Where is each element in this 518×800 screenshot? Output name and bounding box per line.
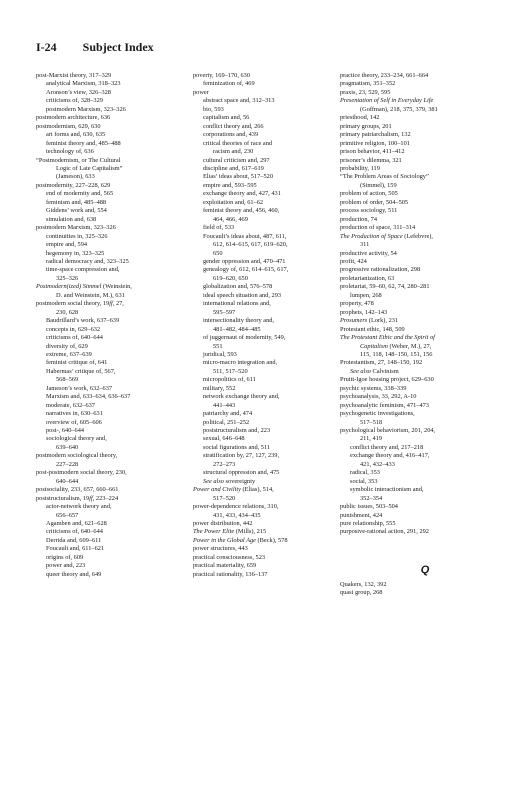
index-entry: 517–518 [360, 418, 383, 426]
index-entry: 517–520 [213, 494, 236, 502]
index-entry: post-Marxist theory, 317–329 [36, 72, 112, 79]
index-entry: origins of, 609 [46, 553, 84, 561]
index-entry: See also Calvinism [350, 367, 399, 375]
index-entry: extreme, 637–639 [46, 350, 92, 358]
index-entry: 612, 614–615, 617, 619–620, [213, 241, 288, 249]
index-entry: practical materiality, 659 [193, 562, 257, 570]
index-entry: 511, 517–520 [213, 367, 248, 375]
index-entry: actor-network theory and, [46, 503, 112, 511]
index-entry: lumpen, 268 [350, 291, 382, 299]
index-entry: primary groups, 201 [340, 122, 392, 130]
index-entry: productive activity, 54 [340, 249, 397, 257]
index-entry: concepts in, 629–632 [46, 325, 101, 333]
index-entry: power-dependence relations, 310, [193, 503, 279, 511]
index-entry: prison behavior, 411–412 [340, 148, 405, 156]
index-entry: priesthood, 142 [340, 114, 380, 122]
section-letter-q: Q [420, 563, 430, 576]
index-entry: The Production of Space (Lefebvre), [340, 232, 433, 240]
index-entry: exploitation and, 61–62 [203, 198, 264, 206]
index-entry: 551 [213, 342, 223, 350]
index-entry: progressive rationalization, 298 [340, 266, 421, 274]
index-entry: network exchange theory and, [203, 393, 280, 401]
index-entry: poststructuralism and, 223 [203, 427, 271, 435]
index-entry: feminist theory and, 456, 460, [203, 207, 280, 215]
index-entry: production of space, 311–314 [340, 224, 416, 232]
index-entry: military, 552 [203, 384, 236, 392]
index-entry: public issues, 503–504 [340, 503, 398, 511]
index-entry: ideal speech situation and, 293 [203, 291, 282, 299]
index-entry: criticisms of, 640–644 [46, 334, 103, 342]
index-entry: technology of, 636 [46, 148, 94, 156]
index-entry: stratification by, 27, 127, 239, [203, 452, 280, 460]
index-entry: punishment, 424 [340, 511, 383, 519]
index-entry: critical theories of race and [203, 139, 273, 147]
index-entry: Presentation of Self in Everyday Life [340, 97, 434, 105]
index-entry: gender oppression and, 470–471 [203, 257, 286, 265]
index-entry: post-postmodern social theory, 230, [36, 469, 127, 477]
index-entry: production, 74 [340, 215, 378, 223]
page-header [36, 40, 154, 56]
index-entry: discipline and, 617–619 [203, 164, 264, 172]
index-entry: exchange theory and, 416–417, [350, 452, 430, 460]
index-entry: postmodern Marxism, 323–326 [46, 105, 126, 113]
index-entry: 441–443 [213, 401, 236, 409]
index-entry: radical, 353 [350, 469, 380, 477]
index-entry: psychoanalytic feminism, 471–473 [340, 401, 429, 409]
index-entry: postmodern sociological theory, [36, 452, 118, 460]
index-entry: problem of action, 505 [340, 190, 398, 198]
index-entry: Capitalism (Weber, M.), 27, [360, 342, 432, 350]
index-entry: international relations and, [203, 300, 271, 308]
index-entry: postmodern architecture, 636 [36, 114, 111, 122]
index-entry: practice theory, 233–234, 661–664 [340, 72, 429, 79]
index-entry: power structures, 443 [193, 545, 248, 553]
index-entry: intersectionality theory and, [203, 317, 274, 325]
index-entry: power distribution, 442 [193, 520, 253, 528]
index-entry: Logic of Late Capitalism” [56, 164, 123, 172]
index-entry: conflict theory and, 217–218 [350, 443, 424, 451]
index-entry: Protestant ethic, 148, 509 [340, 325, 405, 333]
index-entry: art forms and, 630, 635 [46, 131, 106, 139]
index-entry: micro-macro integration and, [203, 359, 278, 367]
index-entry: Postmodern(ized) Simmel (Weinstein, [36, 283, 132, 291]
index-entry: poststructuralism, 19ff, 223–224 [36, 494, 119, 502]
index-entry: Baudrillard’s work, 637–639 [46, 317, 120, 325]
index-entry: 640–644 [56, 477, 79, 485]
index-entry: hegemony in, 323–325 [46, 249, 105, 257]
index-entry: quasi group, 268 [340, 589, 383, 597]
page-number: I-24 [36, 40, 57, 54]
index-entry: 595–597 [213, 308, 236, 316]
index-entry: profit, 424 [340, 257, 367, 265]
index-entry: social figurations and, 511 [203, 443, 271, 451]
index-entry: abstract space and, 312–313 [203, 97, 275, 105]
index-entry: 464, 466, 469 [213, 215, 248, 223]
index-entry: end of modernity and, 565 [46, 190, 114, 198]
index-entry: Foucault’s ideas about, 487, 611, [203, 232, 287, 240]
index-entry: Giddens’ work and, 554 [46, 207, 107, 215]
index-entry: 227–228 [56, 460, 79, 468]
index-entry: continuities in, 325–326 [46, 232, 108, 240]
index-entry: The Power Elite (Mills), 215 [193, 528, 267, 536]
index-entry: globalization and, 576–578 [203, 283, 273, 291]
index-entry: Jameson’s work, 632–637 [46, 384, 113, 392]
index-entry: criticisms of, 328–329 [46, 97, 103, 105]
index-entry: of juggernaut of modernity, 549, [203, 334, 286, 342]
index-entry: 650 [213, 249, 223, 257]
index-entry: See also sovereignty [203, 477, 256, 485]
index-entry: Habermas’ critique of, 567, [46, 367, 116, 375]
index-entry: social, 353 [350, 477, 378, 485]
index-entry: 656–657 [56, 511, 79, 519]
index-entry: prophets, 142–143 [340, 308, 388, 316]
index-entry: 272–273 [213, 460, 236, 468]
index-entry: (Goffman), 218, 375, 379, 381 [360, 105, 438, 113]
index-entry: postmodern social theory, 19ff, 27, [36, 300, 124, 308]
index-entry: Protestantism, 27, 148–150, 192 [340, 359, 423, 367]
index-entry: 211, 419 [360, 435, 382, 443]
index-entry: exchange theory and, 427, 431 [203, 190, 281, 198]
index-entry: power [193, 88, 209, 96]
index-entry: Quakers, 132, 392 [340, 580, 387, 588]
index-entry: praxis, 23, 529, 595 [340, 88, 391, 96]
index-entry: 568–569 [56, 376, 79, 384]
index-entry: radical democracy and, 323–325 [46, 257, 129, 265]
index-entry: process sociology, 511 [340, 207, 398, 215]
index-entry: simulation and, 638 [46, 215, 97, 223]
index-entry: moderate, 632–637 [46, 401, 95, 409]
index-entry: Derrida and, 609–611 [46, 536, 102, 544]
index-entry: 230, 628 [56, 308, 79, 316]
index-entry: psychic systems, 338–339 [340, 384, 407, 392]
index-entry: 311 [360, 241, 370, 249]
index-entry: field of, 533 [203, 224, 235, 232]
index-entry: cultural criticism and, 297 [203, 156, 270, 164]
index-entry: Power in the Global Age (Beck), 578 [193, 536, 288, 544]
index-entry: post-, 640–644 [46, 427, 85, 435]
index-entry: practical consciousness, 523 [193, 553, 266, 561]
page-title: Subject Index [82, 40, 154, 54]
index-entry: 115, 118, 148–150, 151, 156 [360, 350, 433, 358]
index-entry: corporations and, 439 [203, 131, 259, 139]
index-entry: power and, 223 [46, 562, 86, 570]
index-column-3 [340, 72, 490, 598]
index-entry: feminist theory and, 485–488 [46, 139, 121, 147]
index-entry: “Postmodernism, or The Cultural [36, 156, 121, 164]
index-entry: primary patriarchalism, 132 [340, 131, 411, 139]
index-entry: sociological theory and, [46, 435, 107, 443]
index-entry: poverty, 169–170, 630 [193, 72, 251, 79]
index-entry: practical rationality, 136–137 [193, 570, 268, 578]
index-entry: postsociality, 233, 657, 660–661 [36, 486, 119, 494]
index-entry: overview of, 605–606 [46, 418, 102, 426]
index-entry: empire and, 593–595 [203, 181, 257, 189]
index-entry: problem of order, 504–505 [340, 198, 409, 206]
index-entry: sexual, 646–648 [203, 435, 245, 443]
index-entry: psychological behaviorism, 201, 204, [340, 427, 436, 435]
index-entry: postmodern Marxism, 323–326 [36, 224, 116, 232]
index-entry: purposive-rational action, 291, 292 [340, 528, 429, 536]
index-entry: micropolitics of, 611 [203, 376, 256, 384]
index-entry: proletarianization, 63 [340, 274, 395, 282]
index-entry: probability, 119 [340, 164, 380, 172]
index-entry: The Protestant Ethic and the Spirit of [340, 334, 435, 342]
index-entry: property, 478 [340, 300, 374, 308]
index-entry: time-space compression and, [46, 266, 120, 274]
index-entry: diversity of, 629 [46, 342, 88, 350]
index-entry: empire and, 594 [46, 241, 88, 249]
index-entry: “The Problem Areas of Sociology” [340, 173, 429, 181]
index-entry: (Simmel), 159 [360, 181, 397, 189]
index-entry: Marxism and, 633–634, 636–637 [46, 393, 131, 401]
index-entry: 619–620, 650 [213, 274, 248, 282]
index-entry: Pruitt-Igoe housing project, 629–630 [340, 376, 434, 384]
index-entry: genealogy of, 612, 614–615, 617, [203, 266, 289, 274]
index-entry: feminism and, 485–488 [46, 198, 107, 206]
section-gap [340, 537, 490, 563]
index-entry: Prosumers (Lork), 231 [340, 317, 399, 325]
index-entry: feminist critique of, 641 [46, 359, 108, 367]
index-entry: Aronson’s view, 326–328 [46, 88, 111, 96]
index-entry: primitive religion, 100–101 [340, 139, 410, 147]
index-entry: Elias’ ideas about, 517–520 [203, 173, 274, 181]
index-entry: 639–640 [56, 443, 79, 451]
index-entry: Foucault and, 611–621 [46, 545, 105, 553]
index-entry: 352–354 [360, 494, 383, 502]
index-entry: pragmatism, 351–352 [340, 80, 396, 88]
index-entry: conflict theory and, 266 [203, 122, 264, 130]
index-entry: Power and Civility (Elias), 514, [193, 486, 274, 494]
index-entry: bio, 593 [203, 105, 224, 113]
index-entry: symbolic interactionism and, [350, 486, 424, 494]
index-entry: feminization of, 469 [203, 80, 255, 88]
index-entry: 421, 432–433 [360, 460, 395, 468]
index-entry: D. and Weinstein, M.), 631 [56, 291, 125, 299]
index-entry: 431, 433, 434–435 [213, 511, 261, 519]
index-entry: Agamben and, 621–628 [46, 520, 107, 528]
index-column-1 [36, 72, 186, 579]
index-entry: psychoanalysis, 33, 292, A-10 [340, 393, 417, 401]
index-entry: proletariat, 59–60, 62, 74, 280–281 [340, 283, 430, 291]
index-entry: prisoner’s dilemma, 321 [340, 156, 402, 164]
index-entry: capitalism and, 56 [203, 114, 250, 122]
index-entry: pure relationship, 555 [340, 520, 396, 528]
index-column-2 [193, 72, 343, 579]
index-entry: analytical Marxism, 318–323 [46, 80, 121, 88]
index-entry: narratives in, 630–631 [46, 410, 103, 418]
index-entry: queer theory and, 649 [46, 570, 102, 578]
index-entry: psychogenetic investigations, [340, 410, 415, 418]
index-entry: political, 251–252 [203, 418, 250, 426]
index-entry: (Jameson), 633 [56, 173, 95, 181]
index-entry: 325–326 [56, 274, 79, 282]
index-entry: juridical, 593 [203, 350, 237, 358]
index-entry: racism and, 230 [213, 148, 254, 156]
index-entry: criticisms of, 640–644 [46, 528, 103, 536]
index-entry: postmodernity, 227–228, 629 [36, 181, 111, 189]
index-entry: 481–482, 484–485 [213, 325, 261, 333]
index-entry: postmodernism, 629, 630 [36, 122, 101, 130]
index-entry: structural oppression and, 475 [203, 469, 280, 477]
index-entry: patriarchy and, 474 [203, 410, 253, 418]
